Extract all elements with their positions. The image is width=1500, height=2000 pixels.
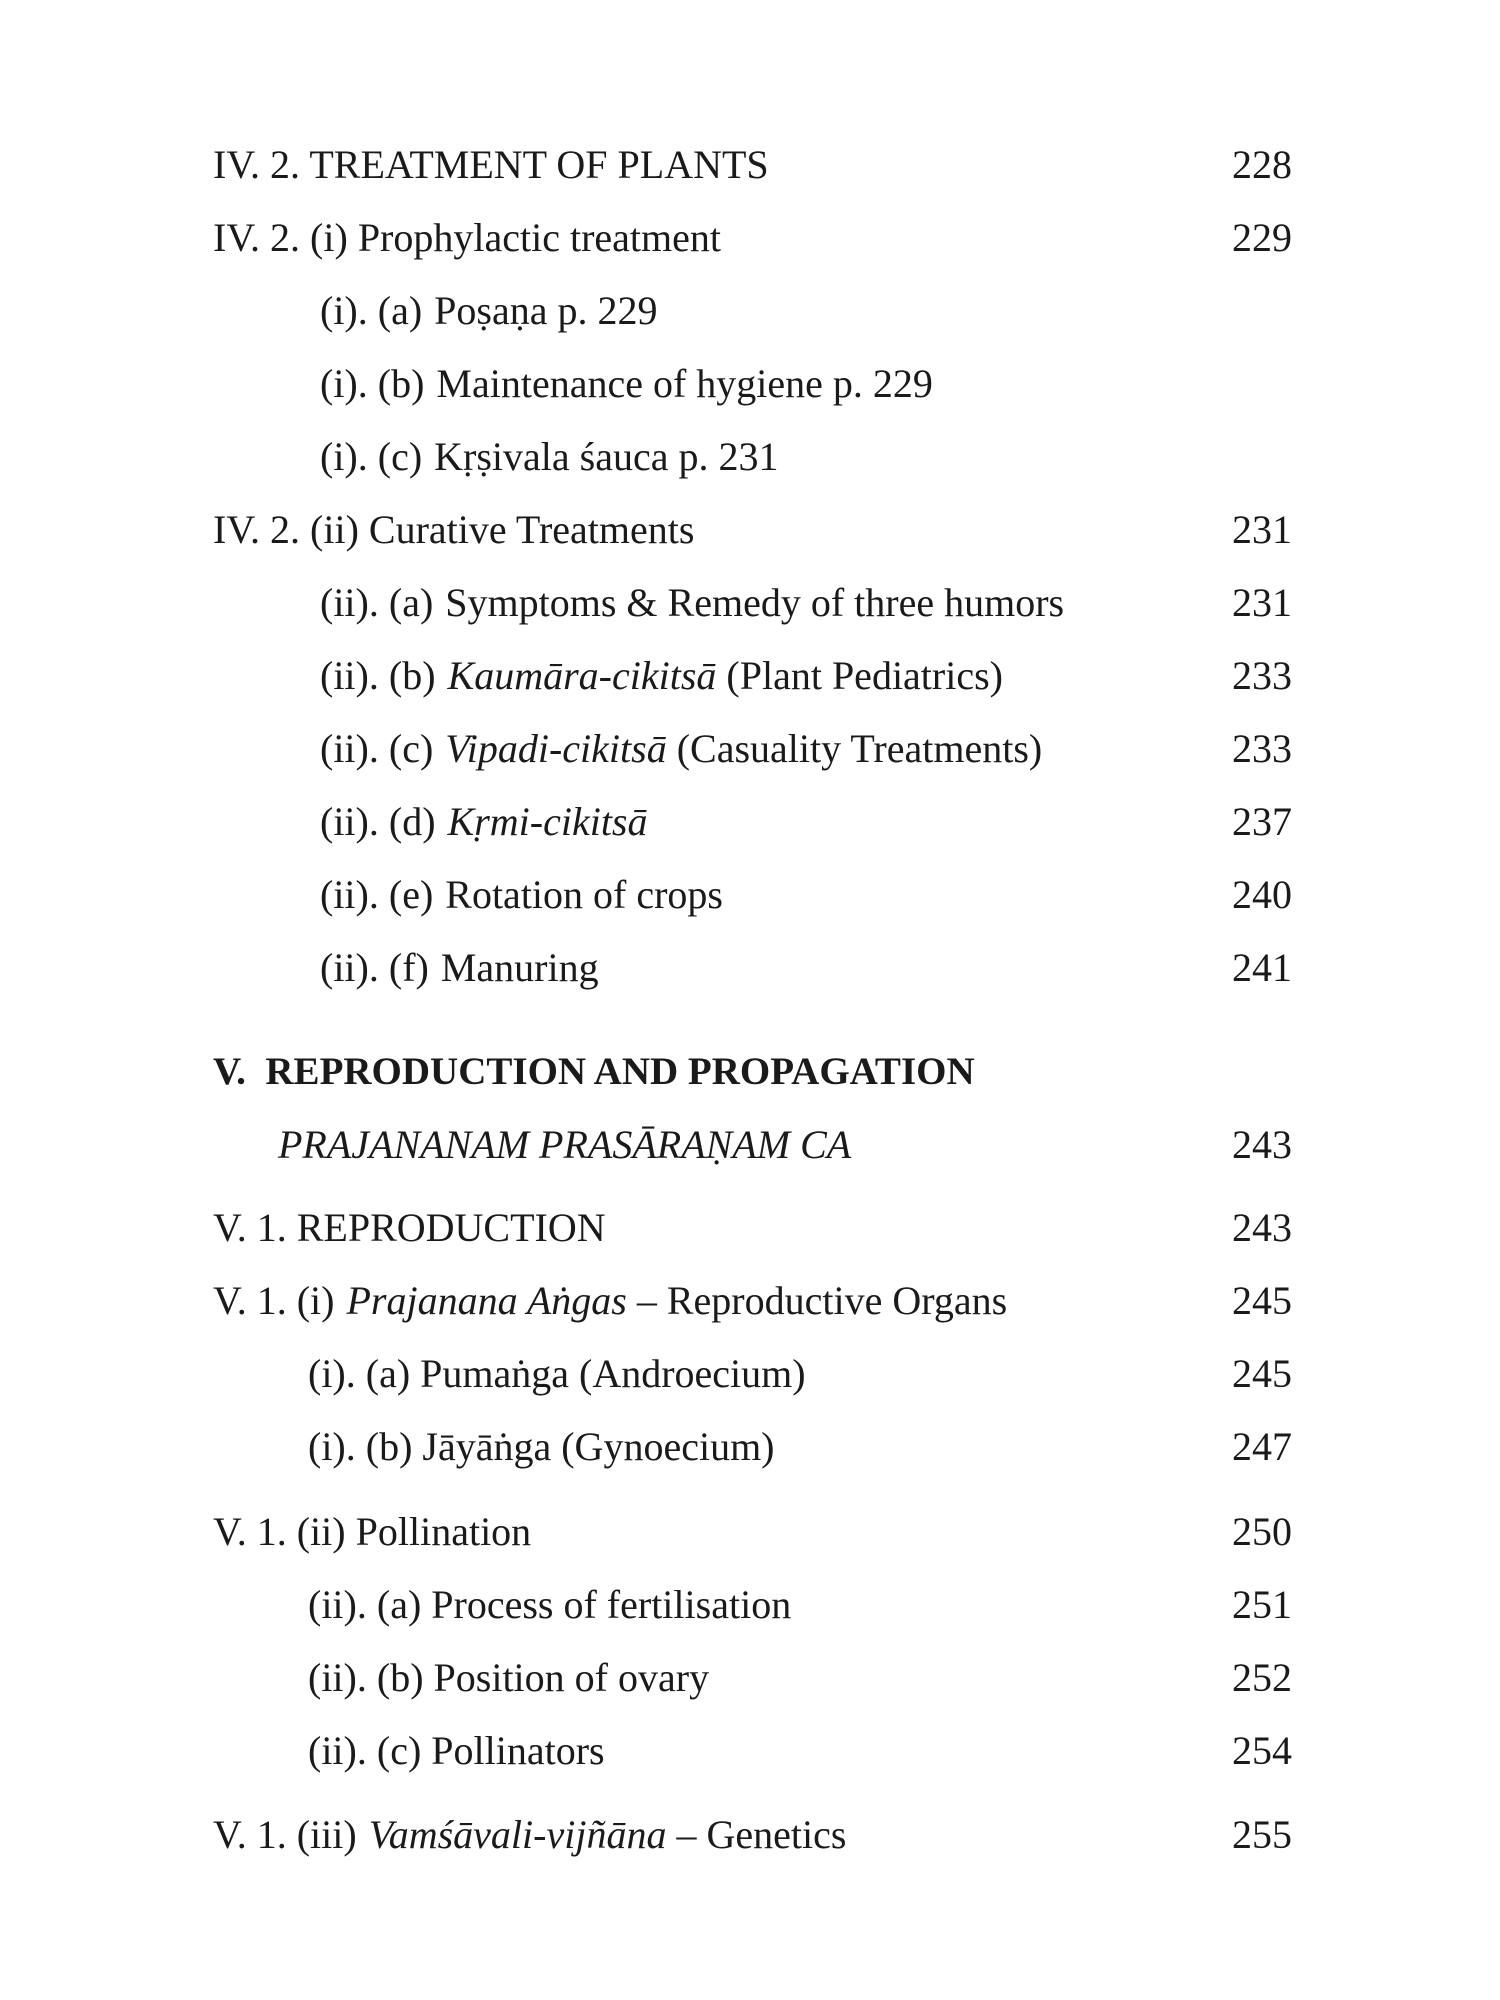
toc-entry-v-i-a: [0, 1344, 1500, 1404]
toc-page-number: 254: [1232, 1728, 1292, 1773]
toc-entry-title: (ii). (d) Kṛmi-cikitsā: [320, 799, 648, 844]
toc-entry-v-ii-a: [0, 1575, 1500, 1635]
toc-entry-v-ii-b: [0, 1648, 1500, 1708]
toc-entry-title: (i). (b) Jāyāṅga (Gynoecium): [308, 1424, 775, 1469]
toc-page-number: 251: [1232, 1582, 1292, 1627]
toc-page-number: 233: [1232, 726, 1292, 771]
toc-page-number: 245: [1232, 1278, 1292, 1323]
toc-entry-title: V. 1. (ii) Pollination: [213, 1509, 532, 1554]
toc-entry-title: V. 1. (i) Prajanana Aṅgas – Reproductive Organs: [213, 1278, 1008, 1323]
toc-page-number: 228: [1232, 142, 1292, 187]
toc-entry-title: IV. 2. (ii) Curative Treatments: [213, 507, 695, 552]
toc-entry-ii-f: [0, 938, 1500, 998]
toc-page-number: 245: [1232, 1351, 1292, 1396]
toc-entry-iv-2-ii: [0, 500, 1500, 560]
toc-entry-i-b: [0, 354, 1500, 414]
toc-entry-v-1: [0, 1198, 1500, 1258]
toc-page-number: 229: [1232, 215, 1292, 260]
toc-page-number: 241: [1232, 945, 1292, 990]
toc-entry-title: (ii). (c) Pollinators: [308, 1728, 605, 1773]
toc-chapter-v-subtitle: [0, 1115, 1500, 1175]
toc-entry-title: IV. 2. (i) Prophylactic treatment: [213, 215, 722, 260]
toc-entry-v-ii-c: [0, 1721, 1500, 1781]
toc-page-number: 247: [1232, 1424, 1292, 1469]
toc-entry-title: (ii). (f) Manuring: [320, 945, 599, 990]
toc-entry-title: (ii). (b) Position of ovary: [308, 1655, 710, 1700]
toc-entry-v-1-ii: [0, 1502, 1500, 1562]
toc-entry-ii-d: [0, 792, 1500, 852]
toc-page-number: 231: [1232, 507, 1292, 552]
toc-entry-title: (i). (a) Pumaṅga (Androecium): [308, 1351, 806, 1396]
toc-entry-ii-e: [0, 865, 1500, 925]
toc-chapter-v-heading: [0, 1042, 1500, 1102]
toc-entry-v-i-b: [0, 1417, 1500, 1477]
toc-entry-title: V. 1. (iii) Vamśāvali-vijñāna – Genetics: [213, 1812, 847, 1857]
toc-page-number: 252: [1232, 1655, 1292, 1700]
toc-entry-v-1-i: [0, 1271, 1500, 1331]
toc-page-number: 231: [1232, 580, 1292, 625]
toc-page-number: 243: [1232, 1205, 1292, 1250]
toc-entry-title: (ii). (b) Kaumāra-cikitsā (Plant Pediatrics): [320, 653, 1003, 698]
toc-entry-i-c: [0, 427, 1500, 487]
toc-page-number: 250: [1232, 1509, 1292, 1554]
toc-entry-iv-2: [0, 135, 1500, 195]
toc-entry-i-a: [0, 281, 1500, 341]
toc-entry-title: PRAJANANAM PRASĀRAṆAM CA: [278, 1122, 852, 1167]
toc-page-number: 255: [1232, 1812, 1292, 1857]
toc-entry-v-1-iii: [0, 1805, 1500, 1865]
toc-entry-title: V. 1. REPRODUCTION: [213, 1205, 606, 1250]
toc-entry-title: (ii). (a) Process of fertilisation: [308, 1582, 792, 1627]
toc-entry-ii-a: [0, 573, 1500, 633]
toc-page-number: 237: [1232, 799, 1292, 844]
toc-entry-title: (i). (b) Maintenance of hygiene p. 229: [320, 361, 933, 406]
toc-page-number: 233: [1232, 653, 1292, 698]
toc-entry-title: (ii). (a) Symptoms & Remedy of three humors: [320, 580, 1065, 625]
toc-entry-title: V. REPRODUCTION AND PROPAGATION: [213, 1050, 975, 1093]
toc-page-number: 243: [1232, 1122, 1292, 1167]
toc-entry-title: IV. 2. TREATMENT OF PLANTS: [213, 142, 769, 187]
toc-entry-title: (ii). (c) Vipadi-cikitsā (Casuality Treatments): [320, 726, 1043, 771]
toc-entry-ii-b: [0, 646, 1500, 706]
toc-page-number: 240: [1232, 872, 1292, 917]
toc-entry-ii-c: [0, 719, 1500, 779]
toc-entry-title: (ii). (e) Rotation of crops: [320, 872, 723, 917]
toc-entry-iv-2-i: [0, 208, 1500, 268]
toc-entry-title: (i). (a) Poṣaṇa p. 229: [320, 288, 658, 333]
toc-entry-title: (i). (c) Kṛṣivala śauca p. 231: [320, 434, 779, 479]
